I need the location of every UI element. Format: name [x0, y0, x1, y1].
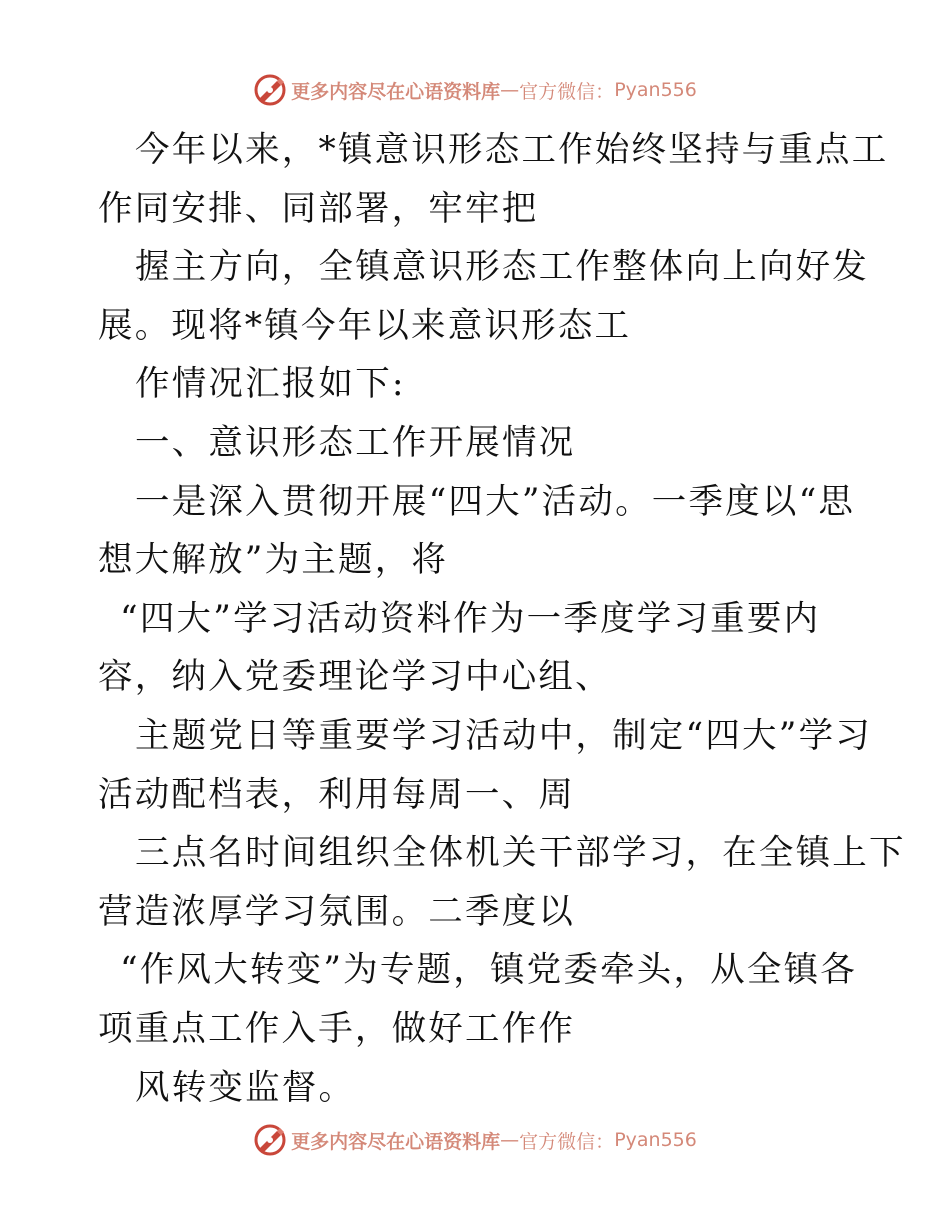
header-watermark-banner: [0, 70, 950, 110]
pen-circle-logo-icon: [253, 73, 287, 107]
banner-subtitle: 官方微信：: [519, 80, 615, 103]
section-heading: 一、意识形态工作开展情况: [135, 422, 576, 463]
banner-wechat-id: Pyan556: [614, 1129, 697, 1151]
paragraph-line: 想大解放”为主题，将: [98, 540, 449, 581]
paragraph-line: 作情况汇报如下:: [135, 364, 406, 405]
paragraph-line: 作同安排、同部署，牢牢把: [98, 188, 539, 229]
paragraph-line: 营造浓厚学习氛围。二季度以: [98, 891, 576, 932]
paragraph-line: 今年以来，*镇意识形态工作始终坚持与重点工: [135, 130, 889, 170]
paragraph-line: 三点名时间组织全体机关干部学习，在全镇上下: [135, 833, 906, 874]
pen-circle-logo-icon: [253, 1123, 287, 1157]
banner-dash: —: [500, 1129, 520, 1151]
paragraph-line: “作风大转变”为专题，镇党委牵头，从全镇各: [120, 950, 857, 991]
banner-title: 更多内容尽在心语资料库: [291, 80, 501, 103]
document-body: [98, 121, 906, 1117]
banner-dash: —: [500, 79, 520, 101]
banner-subtitle: 官方微信：: [519, 1130, 615, 1153]
banner-title: 更多内容尽在心语资料库: [291, 1130, 501, 1153]
paragraph-line: 握主方向，全镇意识形态工作整体向上向好发: [135, 247, 869, 288]
paragraph-line: 展。现将*镇今年以来意识形态工: [98, 305, 632, 346]
paragraph-line: “四大”学习活动资料作为一季度学习重要内: [120, 598, 821, 639]
paragraph-line: 一是深入贯彻开展“四大”活动。一季度以“思: [135, 481, 856, 522]
paragraph-line: 项重点工作入手，做好工作作: [98, 1008, 576, 1049]
banner-wechat-id: Pyan556: [614, 79, 697, 101]
paragraph-line: 风转变监督。: [135, 1067, 356, 1108]
paragraph-line: 主题党日等重要学习活动中，制定“四大”学习: [135, 715, 872, 756]
paragraph-line: 容，纳入党委理论学习中心组、: [98, 657, 612, 698]
paragraph-line: 活动配档表，利用每周一、周: [98, 774, 576, 815]
footer-watermark-banner: [0, 1120, 950, 1160]
